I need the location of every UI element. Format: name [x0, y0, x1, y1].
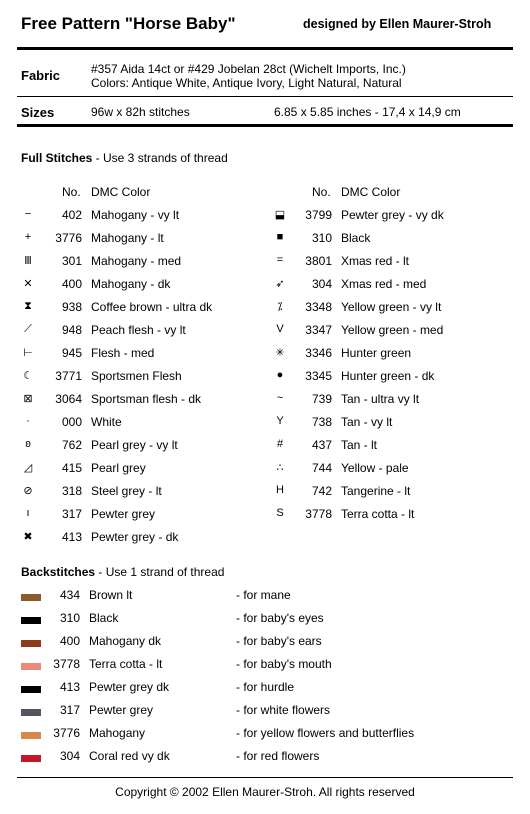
dmc-number: 437: [311, 438, 332, 452]
stitch-row: [0, 277, 530, 295]
stitch-row: [0, 415, 530, 433]
sizes-label: Sizes: [21, 105, 55, 120]
backstitch-usage: - for hurdle: [236, 680, 295, 694]
dmc-color-name: Pewter grey dk: [89, 680, 170, 694]
dmc-color-name: Mahogany - vy lt: [91, 208, 180, 222]
dmc-color-name: Xmas red - med: [341, 277, 427, 291]
stitch-symbol-icon: S: [276, 507, 284, 519]
fabric-line-2: Colors: Antique White, Antique Ivory, Light Natural, Natural: [91, 76, 402, 90]
backstitch-row: [0, 634, 530, 652]
backstitch-usage: - for baby's ears: [236, 634, 322, 648]
full-stitches-title: Full Stitches: [21, 151, 93, 165]
stitch-symbol-icon: #: [276, 438, 284, 450]
stitch-symbol-icon: H: [276, 484, 284, 496]
dmc-color-name: Coral red vy dk: [89, 749, 170, 763]
dmc-number: 3778: [305, 507, 332, 521]
col-no-left: No.: [62, 185, 81, 199]
stitch-row: [0, 392, 530, 410]
dmc-number: 3799: [305, 208, 332, 222]
backstitch-usage: - for red flowers: [236, 749, 320, 763]
dmc-color-name: Pewter grey - dk: [91, 530, 179, 544]
dmc-number: 318: [61, 484, 82, 498]
backstitch-row: [0, 680, 530, 698]
stitch-symbol-icon: ∴: [276, 462, 284, 474]
divider: [17, 777, 513, 778]
stitch-row: [0, 438, 530, 456]
stitch-row: [0, 507, 530, 525]
dmc-number: 938: [61, 300, 82, 314]
dmc-number: 400: [61, 277, 82, 291]
backstitch-usage: - for mane: [236, 588, 291, 602]
backstitch-row: [0, 657, 530, 675]
dmc-color-name: Xmas red - lt: [341, 254, 410, 268]
sizes-stitches: 96w x 82h stitches: [91, 105, 190, 119]
dmc-color-name: Flesh - med: [91, 346, 155, 360]
dmc-color-name: Peach flesh - vy lt: [91, 323, 186, 337]
stitch-row: [0, 484, 530, 502]
dmc-number: 3771: [55, 369, 82, 383]
backstitch-usage: - for baby's mouth: [236, 657, 332, 671]
dmc-color-name: Hunter green - dk: [341, 369, 435, 383]
copyright: Copyright © 2002 Ellen Maurer-Stroh. All rights reserved: [115, 785, 415, 799]
stitch-symbol-icon: ⊢: [23, 347, 33, 359]
backstitches-instruction: - Use 1 strand of thread: [95, 565, 225, 579]
dmc-number: 3348: [305, 300, 332, 314]
stitch-symbol-icon: −: [24, 208, 32, 220]
stitch-symbol-icon: ✕: [23, 278, 33, 290]
dmc-color-name: Sportsman flesh - dk: [91, 392, 202, 406]
col-color-right: DMC Color: [341, 185, 401, 199]
backstitch-row: [0, 703, 530, 721]
dmc-color-name: Coffee brown - ultra dk: [91, 300, 213, 314]
col-color-left: DMC Color: [91, 185, 151, 199]
dmc-number: 304: [311, 277, 332, 291]
dmc-number: 3345: [305, 369, 332, 383]
dmc-color-name: Terra cotta - lt: [341, 507, 415, 521]
dmc-color-name: Pewter grey - vy dk: [341, 208, 444, 222]
full-stitches-heading: [21, 151, 228, 165]
stitch-symbol-icon: ⊘: [23, 485, 33, 497]
dmc-number: 742: [311, 484, 332, 498]
stitch-symbol-icon: Ⅲ: [24, 255, 32, 267]
stitch-row: [0, 461, 530, 479]
dmc-number: 3776: [55, 231, 82, 245]
dmc-color-name: Yellow - pale: [341, 461, 409, 475]
stitch-symbol-icon: ☾: [23, 370, 33, 382]
dmc-number: 3346: [305, 346, 332, 360]
dmc-number: 739: [311, 392, 332, 406]
stitch-row: [0, 323, 530, 341]
stitch-symbol-icon: ⬓: [274, 209, 286, 221]
dmc-color-name: Pewter grey: [89, 703, 154, 717]
dmc-color-name: Hunter green: [341, 346, 412, 360]
stitch-symbol-icon: ⊠: [23, 393, 33, 405]
divider: [17, 96, 513, 97]
backstitches-heading: [21, 565, 224, 579]
stitch-symbol-icon: ·: [26, 415, 30, 427]
dmc-color-name: Tan - ultra vy lt: [341, 392, 420, 406]
dmc-number: 400: [59, 634, 80, 648]
dmc-color-name: Brown lt: [89, 588, 133, 602]
stitch-symbol-icon: V: [276, 323, 284, 335]
stitch-symbol-icon: ʚ: [25, 438, 31, 450]
stitch-symbol-icon: Y: [276, 415, 284, 427]
dmc-color-name: Pewter grey: [91, 507, 156, 521]
stitch-symbol-icon: ı: [26, 507, 30, 519]
dmc-color-name: Mahogany dk: [89, 634, 162, 648]
dmc-number: 310: [59, 611, 80, 625]
stitch-symbol-icon: ⧗: [24, 300, 32, 312]
dmc-color-name: Tangerine - lt: [341, 484, 411, 498]
dmc-number: 413: [59, 680, 80, 694]
dmc-number: 304: [59, 749, 80, 763]
dmc-number: 3801: [305, 254, 332, 268]
dmc-color-name: Black: [341, 231, 371, 245]
dmc-number: 317: [61, 507, 82, 521]
stitch-row: [0, 369, 530, 387]
dmc-color-name: Mahogany - dk: [91, 277, 171, 291]
dmc-color-name: Mahogany: [89, 726, 146, 740]
col-no-right: No.: [312, 185, 331, 199]
backstitch-usage: - for yellow flowers and butterflies: [236, 726, 415, 740]
dmc-number: 000: [61, 415, 82, 429]
stitch-row: [0, 530, 530, 548]
dmc-number: 3778: [53, 657, 80, 671]
dmc-number: 301: [61, 254, 82, 268]
dmc-number: 3347: [305, 323, 332, 337]
dmc-color-name: Pearl grey: [91, 461, 146, 475]
stitch-symbol-icon: ~: [276, 392, 284, 404]
stitch-row: [0, 254, 530, 272]
stitch-symbol-icon: ✳: [275, 347, 285, 359]
dmc-number: 945: [61, 346, 82, 360]
stitch-symbol-icon: +: [24, 231, 32, 243]
stitch-symbol-icon: ⟋: [24, 323, 32, 335]
stitch-symbol-icon: ➶: [275, 278, 285, 290]
stitch-symbol-icon: ✖: [23, 531, 33, 543]
stitch-row: [0, 346, 530, 364]
dmc-number: 3064: [55, 392, 82, 406]
backstitch-row: [0, 588, 530, 606]
dmc-number: 310: [311, 231, 332, 245]
stitch-symbol-icon: ●: [276, 369, 284, 381]
dmc-color-name: Black: [89, 611, 119, 625]
dmc-number: 738: [311, 415, 332, 429]
stitch-row: [0, 300, 530, 318]
stitch-symbol-icon: ■: [276, 231, 284, 243]
dmc-color-name: Tan - vy lt: [341, 415, 393, 429]
dmc-number: 948: [61, 323, 82, 337]
stitch-symbol-icon: ⁒: [277, 301, 283, 313]
dmc-color-name: White: [91, 415, 122, 429]
full-stitches-instruction: - Use 3 strands of thread: [92, 151, 228, 165]
stitch-symbol-icon: ◿: [23, 462, 33, 474]
fabric-line-1: #357 Aida 14ct or #429 Jobelan 28ct (Wichelt Imports, Inc.): [91, 62, 406, 76]
stitch-row: [0, 231, 530, 249]
dmc-color-name: Pearl grey - vy lt: [91, 438, 178, 452]
dmc-color-name: Yellow green - vy lt: [341, 300, 442, 314]
backstitch-row: [0, 749, 530, 767]
dmc-color-name: Terra cotta - lt: [89, 657, 163, 671]
dmc-number: 402: [61, 208, 82, 222]
divider: [17, 124, 513, 127]
backstitch-row: [0, 611, 530, 629]
backstitch-usage: - for baby's eyes: [236, 611, 324, 625]
backstitches-title: Backstitches: [21, 565, 96, 579]
dmc-number: 744: [311, 461, 332, 475]
stitch-symbol-icon: =: [276, 254, 284, 266]
dmc-number: 317: [59, 703, 80, 717]
dmc-color-name: Yellow green - med: [341, 323, 444, 337]
dmc-number: 413: [61, 530, 82, 544]
page-title: Free Pattern "Horse Baby": [21, 14, 236, 33]
dmc-color-name: Mahogany - med: [91, 254, 182, 268]
dmc-number: 762: [61, 438, 82, 452]
designer-credit: designed by Ellen Maurer-Stroh: [303, 17, 492, 31]
dmc-color-name: Tan - lt: [341, 438, 378, 452]
dmc-color-name: Mahogany - lt: [91, 231, 164, 245]
divider: [17, 47, 513, 50]
fabric-label: Fabric: [21, 68, 61, 83]
sizes-measure: 6.85 x 5.85 inches - 17,4 x 14,9 cm: [274, 105, 461, 119]
stitch-row: [0, 208, 530, 226]
dmc-color-name: Sportsmen Flesh: [91, 369, 182, 383]
dmc-number: 434: [59, 588, 80, 602]
dmc-color-name: Steel grey - lt: [91, 484, 162, 498]
dmc-number: 415: [61, 461, 82, 475]
dmc-number: 3776: [53, 726, 80, 740]
backstitch-row: [0, 726, 530, 744]
backstitch-usage: - for white flowers: [236, 703, 331, 717]
